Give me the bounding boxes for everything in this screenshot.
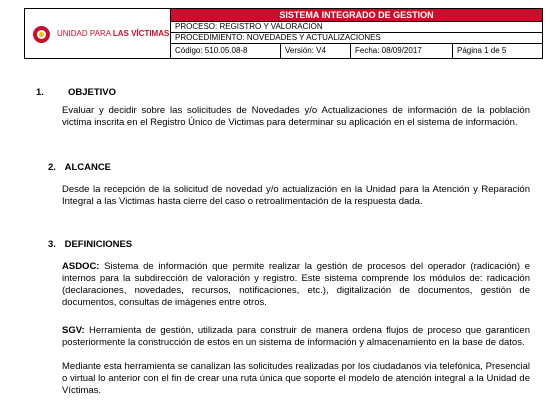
sgv-definition	[62, 325, 530, 349]
logo-cell	[25, 9, 171, 58]
section-title: DEFINICIONES	[64, 239, 133, 250]
sgv-term: SGV:	[62, 325, 85, 336]
section-title: OBJETIVO	[68, 87, 117, 98]
header-meta-row	[171, 44, 542, 58]
document-header	[24, 8, 543, 59]
header-info	[171, 9, 542, 58]
header-fecha: Fecha: 08/09/2017	[351, 44, 453, 58]
logo-text-bold: LAS VÍCTIMAS	[112, 29, 170, 38]
header-codigo: Código: 510.05.08-8	[171, 44, 281, 58]
section-number: 3.	[48, 239, 56, 250]
header-title: SISTEMA INTEGRADO DE GESTION	[171, 9, 542, 22]
header-version: Versión: V4	[281, 44, 351, 58]
section-alcance-heading	[48, 162, 111, 173]
sgv-definition-continued: Mediante esta herramienta se canalizan las solicitudes realizadas por los ciudadanos vía telefónica, Presencial o virtual lo anterior con el fin de crear una ruta única que soporte el modelo de atención integral a la Unidad de Víctimas.	[62, 361, 530, 396]
header-procedimiento: PROCEDIMIENTO: NOVEDADES Y ACTUALIZACIONES	[171, 33, 542, 44]
header-proceso: PROCESO: REGISTRO Y VALORACIÓN	[171, 22, 542, 33]
section-definiciones-heading	[48, 239, 132, 250]
section-title: ALCANCE	[64, 162, 112, 173]
sgv-text: Herramienta de gestión, utilizada para construir de manera ordena flujos de proceso que garanticen posteriormente la construcción de estos en un sistema de información y almacenamiento en la base de datos.	[62, 325, 530, 348]
logo-text-prefix: UNIDAD PARA	[57, 29, 111, 38]
section-number: 1.	[36, 87, 44, 98]
section-number: 2.	[48, 162, 56, 173]
header-pagina: Página 1 de 5	[457, 46, 507, 55]
asdoc-definition	[62, 261, 530, 309]
asdoc-text: Sistema de información que permite realizar la gestión de procesos del operador (radicación) e internos para la subdirección de valoración y registro. Este sistema comprende los módulos de: radicación (declaraciones, novedades, recursos, notificaciones, etc.), digitalización de documentos, gestión de documentos, consultas de imágenes entre otros.	[62, 261, 530, 308]
alcance-paragraph: Desde la recepción de la solicitud de novedad y/o actualización en la Unidad para la Atención y Reparación Integral a las Victimas hasta cierre del caso o retroalimentación de la respuesta dada.	[62, 184, 530, 207]
unidad-victimas-logo-icon	[33, 26, 50, 43]
asdoc-term: ASDOC:	[62, 261, 100, 272]
objetivo-paragraph: Evaluar y decidir sobre las solicitudes de Novedades y/o Actualizaciones de información de la población victima inscrita en el Registro Único de Victimas para determinar su aplicación en el sistema de información.	[62, 105, 530, 128]
logo-text	[57, 27, 169, 41]
